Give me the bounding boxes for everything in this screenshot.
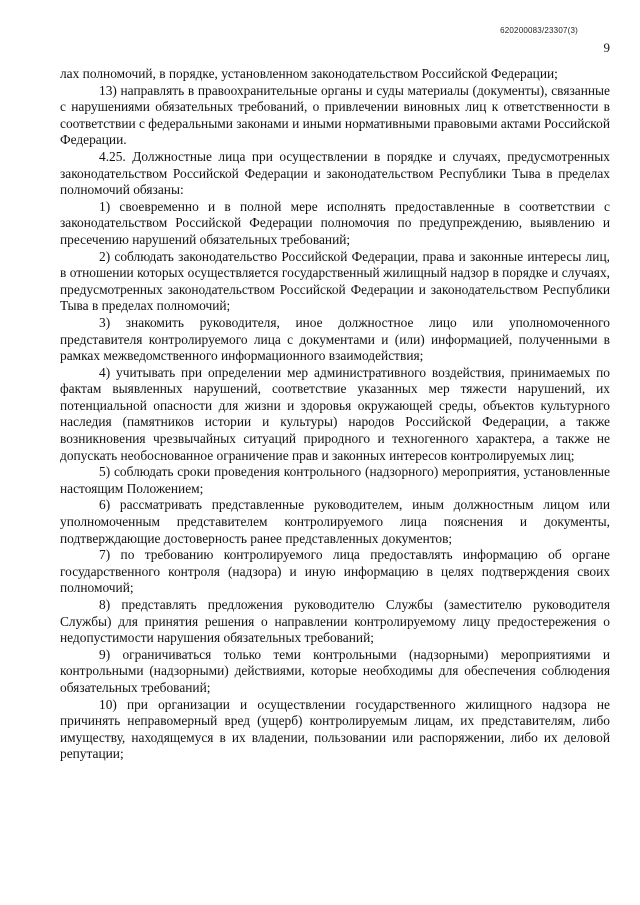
paragraph-item-9: 9) ограничиваться только теми контрольными (надзорными) мероприятиями и контрольными (надзорными) действиями, которые необходимы для обеспечения соблюдения обязательных требований; [60, 646, 610, 695]
paragraph-section-4-25: 4.25. Должностные лица при осуществлении в порядке и случаях, предусмотренных законодательством Российской Федерации и законодательством Республики Тыва в пределах полномочий обязаны: [60, 148, 610, 198]
paragraph-continuation: лах полномочий, в порядке, установленном законодательством Российской Федерации; [60, 66, 558, 81]
paragraph-item-13: 13) направлять в правоохранительные органы и суды материалы (документы), связанные с нарушениями обязательных требований, о привлечении виновных лиц к ответственности в соответствии с федеральными законами и иными нормативными правовыми актами Российской Федерации. [60, 82, 610, 148]
paragraph-item-1: 1) своевременно и в полной мере исполнять предоставленные в соответствии с законодательством Российской Федерации полномочия по предупреждению, выявлению и пресечению нарушений обязательных требований; [60, 198, 610, 247]
paragraph-item-4: 4) учитывать при определении мер административного воздействия, принимаемых по фактам выявленных нарушений, соответствие указанных мер тяжести нарушений, их потенциальной опасности для жизни и здоровья окружающей среды, объектов культурного наследия (памятников истории и культуры) народов Российской Федерации, а также возникновения чрезвычайных ситуаций природного и техногенного характера, а также не допускать необоснованное ограничение прав и законных интересов контролируемых лиц; [60, 364, 610, 463]
paragraph-item-10: 10) при организации и осуществлении государственного жилищного надзора не причинять неправомерный вред (ущерб) контролируемым лицам, их представителям, либо имуществу, находящемуся в их владении, пользовании или распоряжении, либо их деловой репутации; [60, 696, 610, 762]
page-number: 9 [603, 40, 610, 55]
paragraph-item-6: 6) рассматривать представленные руководителем, иным должностным лицом или уполномоченным представителем контролируемого лица пояснения и документы, подтверждающие достоверность ранее представленных документов; [60, 497, 610, 546]
document-id: 620200083/23307(3) [500, 26, 578, 35]
document-body [60, 66, 610, 763]
paragraph-item-2: 2) соблюдать законодательство Российской Федерации, права и законные интересы лиц, в отношении которых осуществляется государственный жилищный надзор в порядке и случаях, предусмотренных законодательством Российской Федерации и законодательством Республики Тыва в пределах полномочий; [60, 248, 610, 314]
paragraph-item-8: 8) представлять предложения руководителю Службы (заместителю руководителя Службы) для принятия решения о направлении контролируемому лицу предостережения о недопустимости нарушения обязательных требований; [60, 597, 610, 646]
paragraph-item-3: 3) знакомить руководителя, иное должностное лицо или уполномоченного представителя контролируемого лица с документами и (или) информацией, полученными в рамках межведомственного информационного взаимодействия; [60, 314, 610, 364]
paragraph-item-5: 5) соблюдать сроки проведения контрольного (надзорного) мероприятия, установленные настоящим Положением; [60, 464, 610, 496]
paragraph-item-7: 7) по требованию контролируемого лица предоставлять информацию об органе государственного контроля (надзора) и иную информацию в целях подтверждения своих полномочий; [60, 547, 610, 596]
